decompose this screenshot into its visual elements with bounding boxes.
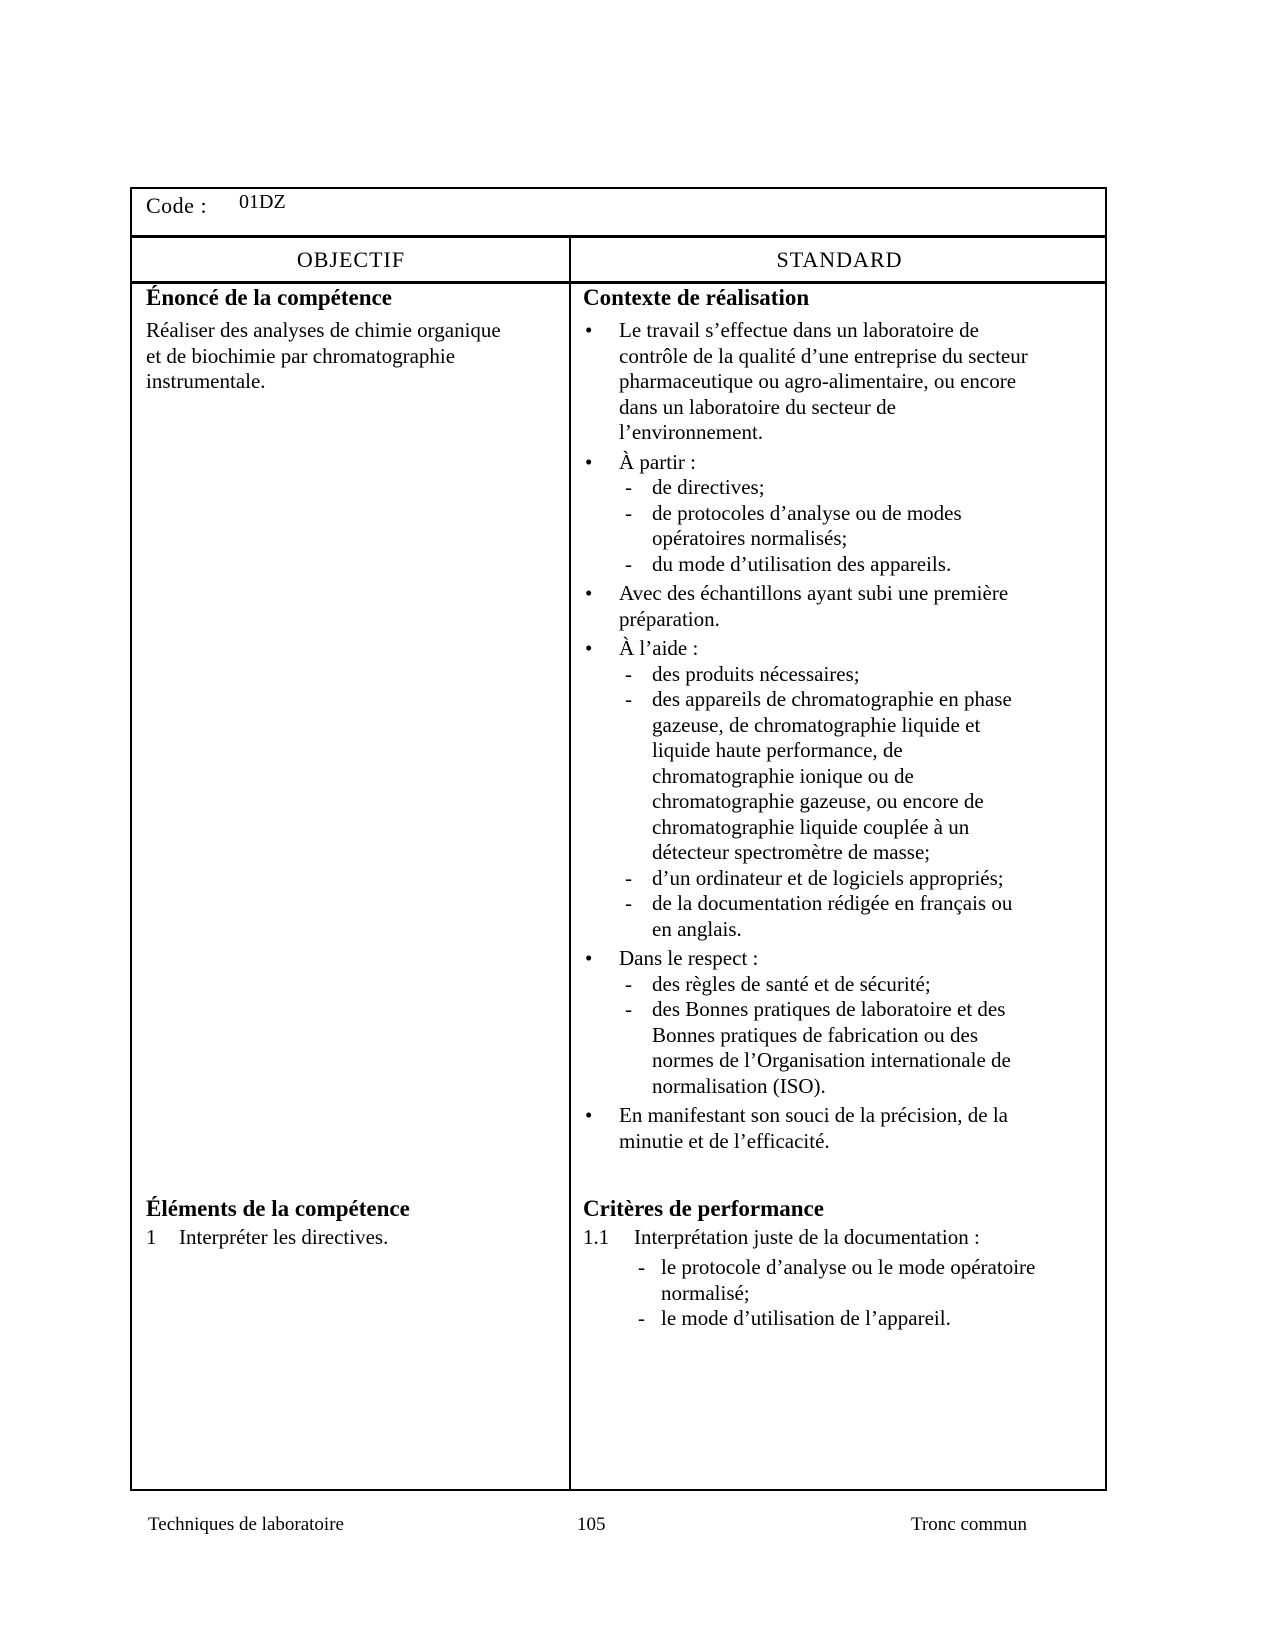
dash-marker: - — [625, 661, 632, 686]
criteres-section — [583, 1195, 1098, 1332]
contexte-subitem — [583, 891, 1098, 942]
bullet-marker: • — [585, 318, 593, 342]
contexte-bullet — [583, 946, 1098, 972]
dash-marker: - — [625, 687, 632, 711]
text-line: de directives; — [652, 475, 765, 499]
text-line: le mode d’utilisation de l’appareil. — [661, 1306, 951, 1330]
contexte-section — [583, 284, 1098, 1154]
text-line: En manifestant son souci de la précision, de la — [619, 1103, 1008, 1127]
critere-subitem — [583, 1255, 1098, 1306]
text-line: le protocole d’analyse ou le mode opératoire — [661, 1255, 1036, 1279]
header-objectif: OBJECTIF — [296, 246, 406, 272]
code-label: Code : — [146, 193, 208, 218]
enonce-text — [146, 318, 501, 395]
text-line: chromatographie ionique ou de — [652, 763, 914, 788]
text-line: préparation. — [619, 606, 720, 631]
text-line: À l’aide : — [619, 636, 699, 660]
text-line: d’un ordinateur et de logiciels appropriés; — [652, 865, 1004, 890]
text-line: dans un laboratoire du secteur de — [619, 394, 896, 419]
text-line: opératoires normalisés; — [652, 526, 848, 550]
enonce-line: Réaliser des analyses de chimie organique — [146, 318, 501, 342]
code-row — [132, 189, 1105, 238]
element-item — [146, 1225, 556, 1251]
text-line: des produits nécessaires; — [652, 661, 860, 686]
element-number: 1 — [146, 1225, 157, 1249]
contexte-subitem — [583, 662, 1098, 688]
enonce-line: instrumentale. — [146, 369, 266, 393]
contexte-bullet — [583, 1103, 1098, 1154]
header-standard: STANDARD — [776, 246, 903, 272]
bullet-marker: • — [585, 1103, 593, 1127]
text-line: gazeuse, de chromatographie liquide et — [652, 712, 981, 737]
dash-marker: - — [638, 1306, 645, 1330]
text-line: Le travail s’effectue dans un laboratoire de — [619, 318, 979, 342]
elements-section — [146, 1195, 556, 1251]
footer-section: Tronc commun — [911, 1514, 1027, 1535]
dash-marker: - — [625, 971, 632, 996]
dash-marker: - — [638, 1255, 645, 1279]
contexte-subitem — [583, 687, 1098, 866]
bullet-marker: • — [585, 581, 593, 605]
element-text: Interpréter les directives. — [179, 1225, 389, 1249]
contexte-bullet — [583, 450, 1098, 476]
contexte-subitem — [583, 997, 1098, 1099]
bullet-marker: • — [585, 449, 593, 474]
text-line: des Bonnes pratiques de laboratoire et des — [652, 997, 1006, 1021]
text-line: de la documentation rédigée en français ou — [652, 891, 1013, 915]
text-line: pharmaceutique ou agro-alimentaire, ou encore — [619, 369, 1017, 393]
contexte-heading: Contexte de réalisation — [583, 285, 810, 310]
dash-marker: - — [625, 500, 632, 525]
dash-marker: - — [625, 475, 632, 499]
bullet-marker: • — [585, 946, 593, 970]
critere-subitem — [583, 1306, 1098, 1332]
contexte-subitem — [583, 866, 1098, 892]
text-line: détecteur spectromètre de masse; — [652, 840, 931, 864]
criteres-heading: Critères de performance — [583, 1196, 824, 1221]
column-headers — [132, 238, 1105, 284]
text-line: Avec des échantillons ayant subi une première — [619, 581, 1009, 605]
dash-marker: - — [625, 997, 632, 1021]
elements-heading: Éléments de la compétence — [146, 1196, 410, 1221]
contexte-bullet — [583, 581, 1098, 632]
contexte-subitem — [583, 552, 1098, 578]
text-line: Bonnes pratiques de fabrication ou des — [652, 1022, 978, 1047]
text-line: contrôle de la qualité d’une entreprise du secteur — [619, 343, 1028, 368]
critere-number: 1.1 — [583, 1225, 610, 1249]
text-line: minutie et de l’efficacité. — [619, 1128, 830, 1153]
text-line: en anglais. — [652, 916, 742, 941]
text-line: chromatographie gazeuse, ou encore de — [652, 789, 984, 813]
text-line: chromatographie liquide couplée à un — [652, 814, 970, 839]
competency-table — [130, 187, 1107, 1491]
contexte-list — [583, 318, 1098, 1154]
text-line: À partir : — [619, 449, 696, 474]
text-line: normalisé; — [661, 1280, 750, 1305]
contexte-bullet — [583, 318, 1098, 446]
dash-marker: - — [625, 891, 632, 915]
text-line: de protocoles d’analyse ou de modes — [652, 500, 962, 525]
contexte-subitem — [583, 501, 1098, 552]
critere-item — [583, 1225, 1098, 1255]
footer-page-number: 105 — [577, 1514, 606, 1535]
contexte-subitem — [583, 475, 1098, 501]
text-line: Dans le respect : — [619, 946, 759, 970]
column-divider — [569, 238, 571, 1491]
text-line: normes de l’Organisation internationale de — [652, 1048, 1011, 1072]
bullet-marker: • — [585, 636, 593, 660]
critere-text: Interprétation juste de la documentation : — [634, 1225, 980, 1249]
text-line: du mode d’utilisation des appareils. — [652, 551, 952, 576]
text-line: des appareils de chromatographie en phase — [652, 687, 1012, 711]
text-line: liquide haute performance, de — [652, 738, 903, 762]
footer-program: Techniques de laboratoire — [148, 1514, 344, 1535]
text-line: normalisation (ISO). — [652, 1073, 826, 1098]
text-line: l’environnement. — [619, 420, 764, 444]
enonce-line: et de biochimie par chromatographie — [146, 343, 456, 368]
code-value: 01DZ — [239, 191, 286, 213]
text-line: des règles de santé et de sécurité; — [652, 971, 931, 996]
dash-marker: - — [625, 865, 632, 890]
contexte-bullet — [583, 636, 1098, 662]
enonce-heading: Énoncé de la compétence — [146, 285, 392, 310]
enonce-section — [146, 284, 501, 395]
dash-marker: - — [625, 551, 632, 576]
contexte-subitem — [583, 972, 1098, 998]
